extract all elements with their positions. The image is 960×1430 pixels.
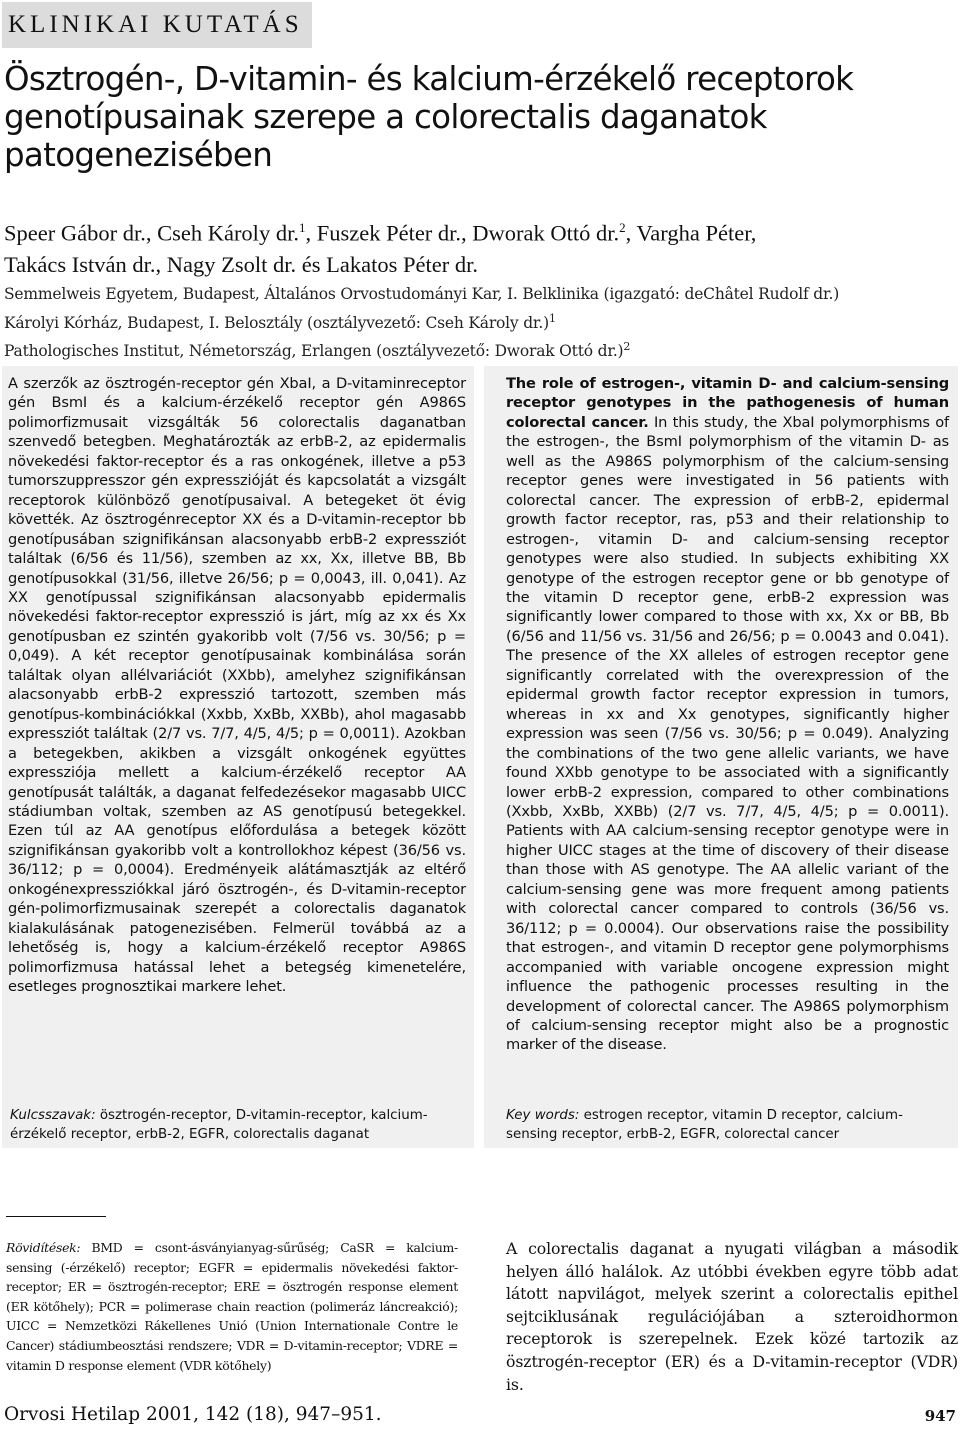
affiliation-marker: 1	[549, 311, 556, 325]
abstract-english-body: In this study, the XbaI polymorphisms of the estrogen-, the BsmI polymorphism of the vitamin D- as well as the A986S polymorphism of the calcium-sensing receptor genes were investigated in 56 patients with colorectal cancer. The expression of erbB-2, epidermal growth factor receptor, ras, p53 and their relationship to estrogen-, vitamin D- and calcium-sensing receptor genotypes were also studied. In subjects exhibiting XX genotype of the estrogen receptor gene or bb genotype of the vitamin D receptor gene, erbB-2 expression was significantly lower compared to those with xx, Xx or BB, Bb (6/56 and 11/56 vs. 31/56 and 26/56; p = 0.0043 and 0.041). The presence of the XX alleles of estrogen receptor gene significantly correlated with the overexpression of the epidermal growth factor receptor expression in tumors, whereas in xx and Xx genotypes, significantly higher expression was seen (7/56 vs. 30/56; p = 0.049). Analyzing the combinations of the two gene allelic variants, we have found XXbb genotype to be associated with a significantly lower erbB-2 expression, compared to other combinations (Xxbb, XxBb, XXBb) (2/7 vs. 7/7, 4/5, 4/5; p = 0.0011). Patients with AA calcium-sensing receptor genotype were in higher UICC stages at the time of discovery of their disease than those with AS genotype. The AA allelic variant of the calcium-sensing gene was more frequent among patients with colorectal cancer compared to controls (36/56 vs. 36/112; p = 0.0004). Our observations raise the possibility that estrogen-, and vitamin D receptor gene polymorphisms accompanied with variable oncogene expression might influence the pathogenic processes resulting in the development of colorectal cancer. The A986S polymorphism of calcium-sensing receptor might also be a prognostic marker of the disease.	[506, 413, 949, 1054]
authors-text: Speer Gábor dr., Cseh Károly dr.	[4, 220, 299, 246]
page-number: 947	[924, 1407, 956, 1425]
abbreviations-text: BMD = csont-ásványianyag-sűrűség; CaSR = kalcium-sensing (-érzékelő) receptor; EGFR = epidermalis növekedési faktor-receptor; ER = ösztrogén-receptor; ERE = ösztrogén response element (ER kötőhely); PCR = polimerase chain reaction (polimeráz láncreakció); UICC = Nemzetközi Rákellenes Unió (Union Internationale Contre le Cancer) stádiumbeosztási rendszere; VDR = D-vitamin-receptor; VDRE = vitamin D response element (VDR kötőhely)	[6, 1240, 458, 1373]
footnote-divider	[6, 1216, 106, 1217]
abstract-english-title: The role of estrogen-, vitamin D- and calcium-sensing receptor genotypes in the pathogenesis of human colorectal cancer.	[506, 375, 949, 431]
affiliation-marker: 1	[298, 220, 306, 235]
authors-text: Takács István dr., Nagy Zsolt dr. és Lakatos Péter dr.	[4, 251, 478, 277]
journal-citation: Orvosi Hetilap 2001, 142 (18), 947–951.	[4, 1404, 382, 1425]
keywords-text: ösztrogén-receptor, D-vitamin-receptor, kalcium-érzékelő receptor, erbB-2, EGFR, colorectalis daganat	[10, 1108, 428, 1142]
affiliation-marker: 2	[623, 340, 631, 354]
affiliation-line: Pathologisches Institut, Németország, Erlangen (osztályvezető: Dworak Ottó dr.)	[4, 342, 624, 361]
keywords-text: estrogen receptor, vitamin D receptor, calcium-sensing receptor, erbB-2, EGFR, colorectal cancer	[506, 1108, 903, 1142]
abstract-hungarian: A szerzők az ösztrogén-receptor gén XbaI, a D-vitaminreceptor gén BsmI és a kalcium-érzékelő receptor gén A986S polimorfizmusait vizsgálták 56 colorectalis daganatban szenvedő betegben. Meghatározták az erbB-2, az epidermalis növekedési faktor-receptor és a ras onkogének, illetve a p53 tumorszuppresszor gén expresszióját és kapcsolatát a vizsgált receptorok különböző genotípusaival. A betegeket öt évig követték. Az ösztrogénreceptor XX és a D-vitamin-receptor bb genotípusában szignifikánsan alacsonyabb erbB-2 expressziót találtak (6/56 és 11/56), szemben az xx, Xx, illetve BB, Bb genotípusokkal (31/56, illetve 26/56; p = 0,0043, ill. 0,041). Az XX genotípussal szignifikánsan alacsonyabb epidermalis növekedési faktor-receptor expresszió is járt, míg az xx és Xx genotípusban ez szintén gyakoribb volt (7/56 vs. 30/56; p = 0,049). A két receptor genotípusainak kombinálása során találtak olyan allélvariációt (XXbb), amelyhez szignifikánsan alacsonyabb erbB-2 expresszió tartozott, szemben más genotípus-kombinációkkal (Xxbb, XxBb, XXBb), ahol magasabb expressziót találtak (2/7 vs. 7/7, 4/5, 4/5; p = 0,0011). Azokban a betegekben, akikben a vizsgált onkogének együttes expressziója mellett a kalcium-érzékelő receptor AA genotípusát találták, a daganat felfedezésekor magasabb UICC stádiumban voltak, szemben az AS genotípusú betegekkel. Ezen túl az AA genotípus előfordulása a betegek között szignifikánsan gyakoribb volt a kontrollokhoz képest (36/56 vs. 36/112; p = 0,0004). Eredményeik alátámasztják az eltérő onkogénexpressziókkal járó ösztrogén-, és D-vitamin-receptor gén-polimorfizmusainak szerepét a colorectalis daganatok kialakulásának patogenezisében. Felmerül továbbá az a lehetőség is, hogy a kalcium-érzékelő receptor A986S polimorfizmusa hatással lehet a betegség kimenetelére, esetleges prognosztikai markere lehet.	[8, 375, 466, 996]
affiliations	[4, 282, 959, 364]
article-title: Ösztrogén-, D-vitamin- és kalcium-érzékelő receptorok genotípusainak szerepe a colorectalis daganatok patogenezisében	[4, 60, 854, 174]
keywords-label: Kulcsszavak:	[10, 1108, 96, 1123]
authors-text: , Fuszek Péter dr., Dworak Ottó dr.	[305, 220, 620, 246]
section-label: KLINIKAI KUTATÁS	[2, 2, 312, 48]
affiliation-marker: 2	[619, 220, 626, 235]
affiliation-line: Semmelweis Egyetem, Budapest, Általános Orvostudományi Kar, I. Belklinika (igazgató: deChâtel Rudolf dr.)	[4, 285, 840, 303]
authors-text: , Vargha Péter,	[625, 220, 757, 246]
author-list	[4, 212, 954, 280]
affiliation-line: Károlyi Kórház, Budapest, I. Belosztály (osztályvezető: Cseh Károly dr.)	[4, 313, 550, 332]
keywords-label: Key words:	[506, 1108, 580, 1123]
abstract-english	[506, 374, 949, 1055]
keywords-hungarian	[10, 1106, 466, 1144]
keywords-english	[506, 1106, 949, 1144]
abbreviations-label: Rövidítések:	[6, 1240, 81, 1255]
abbreviations-footnote	[6, 1238, 458, 1375]
intro-paragraph: A colorectalis daganat a nyugati világban a második helyen álló halálok. Az utóbbi években egyre több adat látott napvilágot, melyek szerint a colorectalis epithel sejtciklusának regulációjában a szteroidhormon receptorok is szerepelnek. Ezek közé tartozik az ösztrogén-receptor (ER) és a D-vitamin-receptor (VDR) is.	[506, 1239, 958, 1394]
